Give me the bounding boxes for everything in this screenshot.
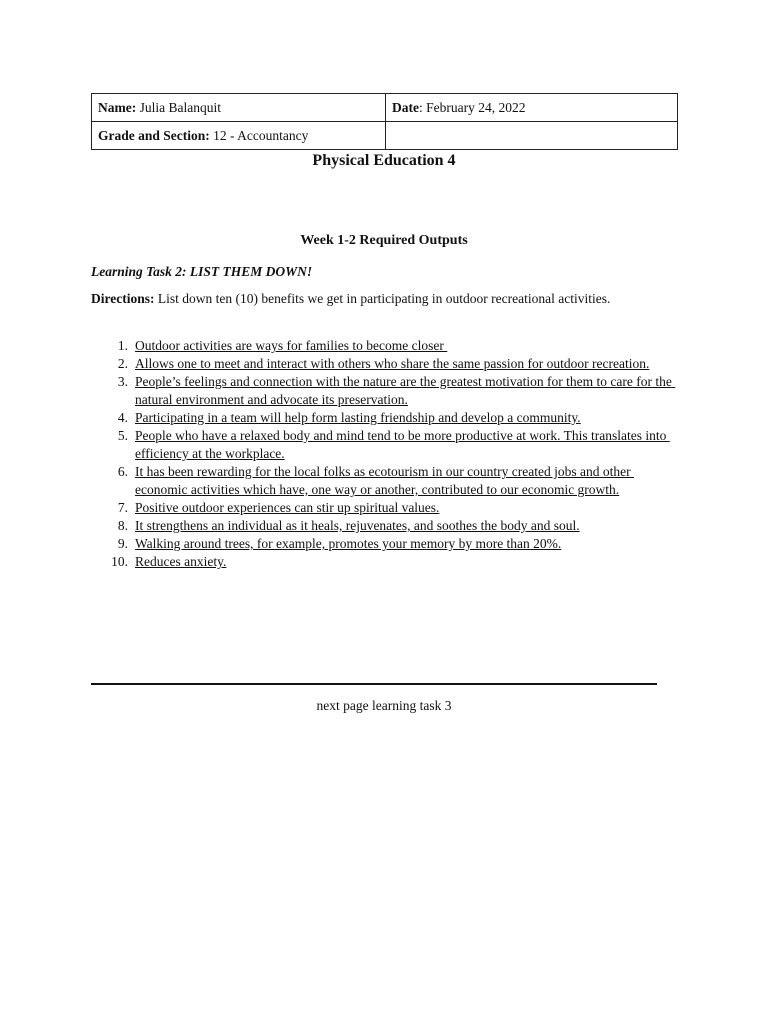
list-item: [91, 427, 681, 463]
list-item-text: People’s feelings and connection with the nature are the greatest motivation for them to care for the natural environment and advocate its preservation.: [135, 374, 676, 407]
name-value: Julia Balanquit: [136, 99, 221, 115]
name-cell: [92, 94, 386, 122]
list-item-text: Reduces anxiety.: [135, 554, 227, 569]
horizontal-rule: [91, 683, 657, 685]
list-item-text: It strengthens an individual as it heals, rejuvenates, and soothes the body and soul.: [135, 518, 580, 533]
list-item: [91, 355, 681, 373]
list-item-text: Walking around trees, for example, promotes your memory by more than 20%.: [135, 536, 562, 551]
date-cell: [386, 94, 678, 122]
directions-text: List down ten (10) benefits we get in participating in outdoor recreational activities.: [154, 291, 611, 306]
list-item: [91, 535, 681, 553]
list-item-number: 6.: [117, 464, 128, 479]
empty-cell: [386, 122, 678, 150]
list-item-text: Positive outdoor experiences can stir up spiritual values.: [135, 500, 440, 515]
list-item-number: 7.: [117, 500, 128, 515]
document-title: Physical Education 4: [312, 152, 456, 169]
list-item: [91, 409, 681, 427]
list-item-text: Outdoor activities are ways for families to become closer: [135, 338, 448, 353]
list-item-number: 3.: [117, 374, 128, 389]
student-info-table: [91, 93, 678, 150]
task-title: Learning Task 2: LIST THEM DOWN!: [91, 264, 313, 279]
footer-note: next page learning task 3: [316, 698, 452, 713]
list-item-text: It has been rewarding for the local folks as ecotourism in our country created jobs and other economic activities which have, one way or another, contributed to our economic growth.: [135, 464, 634, 497]
list-item-text: Participating in a team will help form lasting friendship and develop a community.: [135, 410, 581, 425]
list-item: [91, 337, 681, 355]
list-item-number: 10.: [111, 554, 128, 569]
list-item-number: 4.: [117, 410, 128, 425]
directions-label: Directions:: [91, 291, 155, 306]
list-item: [91, 373, 681, 409]
name-label: Name:: [98, 99, 137, 115]
list-item: [91, 499, 681, 517]
document-subtitle: Week 1-2 Required Outputs: [300, 233, 468, 248]
list-item: [91, 463, 681, 499]
grade-value: 12 - Accountancy: [209, 127, 309, 143]
list-item: [91, 553, 681, 571]
list-item-number: 8.: [117, 518, 128, 533]
date-value: : February 24, 2022: [419, 99, 526, 115]
list-item-number: 2.: [117, 356, 128, 371]
list-item-number: 5.: [117, 428, 128, 443]
directions: [91, 291, 610, 307]
list-item-number: 1.: [117, 338, 128, 353]
list-item-text: Allows one to meet and interact with others who share the same passion for outdoor recreation.: [135, 356, 650, 371]
list-item-number: 9.: [117, 536, 128, 551]
benefits-list: [91, 337, 681, 571]
info-row-1: [92, 94, 678, 122]
grade-cell: [92, 122, 386, 150]
date-label: Date: [392, 99, 419, 115]
list-item: [91, 517, 681, 535]
grade-label: Grade and Section:: [98, 127, 210, 143]
info-row-2: [92, 122, 678, 150]
list-item-text: People who have a relaxed body and mind tend to be more productive at work. This translates into efficiency at the workplace.: [135, 428, 670, 461]
